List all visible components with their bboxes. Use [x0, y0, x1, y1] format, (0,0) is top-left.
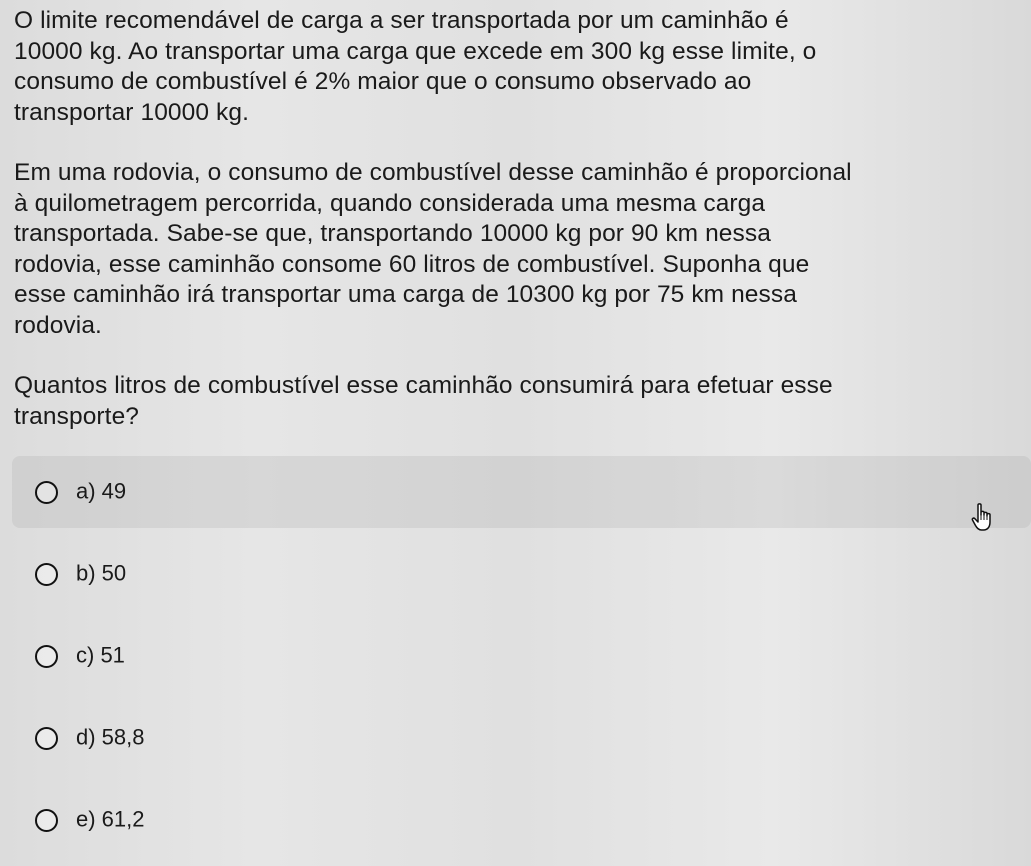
radio-button-icon[interactable] — [35, 645, 58, 668]
question-text — [14, 6, 1026, 432]
hand-pointer-icon — [968, 500, 1002, 534]
question-paragraph-1 — [14, 6, 1026, 128]
question-paragraph-2 — [14, 158, 1026, 341]
option-label: a) 49 — [76, 478, 127, 504]
question-paragraph-3 — [14, 371, 1026, 432]
question-line: Quantos litros de combustível esse caminhão consumirá para efetuar esse — [14, 372, 833, 399]
radio-button-icon[interactable] — [35, 727, 58, 750]
question-line: Em uma rodovia, o consumo de combustível desse caminhão é proporcional — [14, 159, 852, 186]
radio-button-icon[interactable] — [35, 809, 58, 832]
question-line: transporte? — [14, 402, 140, 430]
question-line: consumo de combustível é 2% maior que o consumo observado ao — [14, 68, 752, 95]
question-line: 10000 kg. Ao transportar uma carga que excede em 300 kg esse limite, o — [14, 37, 817, 65]
option-label: b) 50 — [76, 560, 127, 586]
radio-button-icon[interactable] — [35, 481, 58, 504]
question-line: rodovia, esse caminhão consome 60 litros de combustível. Suponha que — [14, 250, 810, 278]
question-line: à quilometragem percorrida, quando considerada uma mesma carga — [14, 189, 766, 217]
option-a[interactable] — [12, 456, 1031, 528]
option-c[interactable] — [12, 620, 1031, 692]
question-line: transportar 10000 kg. — [14, 98, 249, 126]
option-label: d) 58,8 — [76, 724, 145, 750]
option-e[interactable] — [12, 784, 1031, 856]
option-d[interactable] — [12, 702, 1031, 774]
question-line: O limite recomendável de carga a ser transportada por um caminhão é — [14, 7, 789, 34]
answer-options — [12, 456, 1031, 866]
question-line: transportada. Sabe-se que, transportando 10000 kg por 90 km nessa — [14, 220, 771, 247]
option-label: e) 61,2 — [76, 806, 145, 832]
option-label: c) 51 — [76, 642, 125, 668]
radio-button-icon[interactable] — [35, 563, 58, 586]
question-line: esse caminhão irá transportar uma carga de 10300 kg por 75 km nessa — [14, 281, 797, 308]
question-line: rodovia. — [14, 311, 102, 339]
option-b[interactable] — [12, 538, 1031, 610]
